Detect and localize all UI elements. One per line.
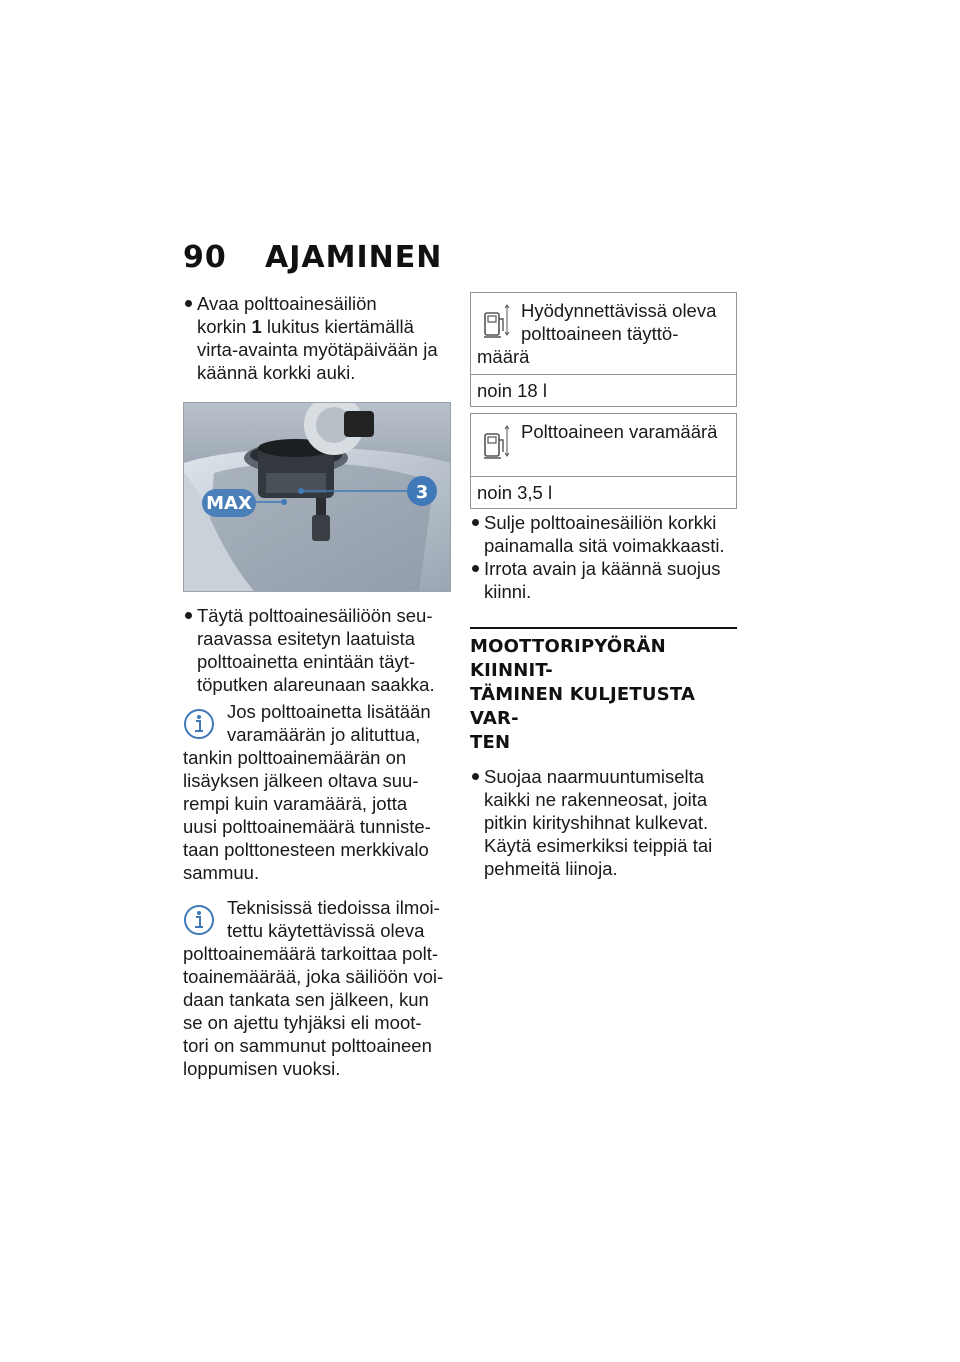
info-icon <box>183 708 215 740</box>
step-fill-fuel: Täytä polttoainesäiliöön seu- raavassa esitetyn laatuista polttoainetta enintään täyt- töputken alareunaan saakka. <box>183 604 451 696</box>
info-note-capacity: Teknisissä tiedoissa ilmoi- tettu käytettävissä oleva polttoainemäärä tarkoittaa polt- toainemäärää, joka säiliöön voi- daan tankata sen jälkeen, kun se on ajettu tyhjäksi eli moot- tori on sammunut polttoaineen loppumisen vuoksi. <box>183 897 444 1079</box>
spec-reserve-fuel <box>470 413 737 509</box>
page-number: 90 <box>183 240 227 275</box>
left-column <box>183 292 451 1080</box>
chapter-title: AJAMINEN <box>265 240 443 275</box>
step-protect-parts: Suojaa naarmuuntumiselta kaikki ne rakenneosat, joita pitkin kirityshihnat kulkevat. Käytä esimerkiksi teippiä tai pehmeitä liinoja. <box>470 765 737 880</box>
bullet-dot <box>472 773 479 780</box>
max-label: MAX <box>206 493 252 514</box>
page-header <box>183 240 442 275</box>
step-close-cap: Sulje polttoainesäiliön korkki painamalla sitä voimakkaasti. <box>470 511 737 557</box>
spec-usable-fuel <box>470 292 737 407</box>
section-title: MOOTTORIPYÖRÄN KIINNIT- TÄMINEN KULJETUSTA VAR- TEN <box>470 636 696 753</box>
spec-header: Polttoaineen varamäärä <box>471 414 736 477</box>
bullet-dot <box>472 519 479 526</box>
right-column <box>470 292 737 880</box>
bullet-dot <box>472 565 479 572</box>
section-divider <box>470 627 737 629</box>
spec-value: noin 18 l <box>471 375 736 407</box>
reference-number: 1 <box>251 316 262 337</box>
step-remove-key: Irrota avain ja käännä suojus kiinni. <box>470 557 737 603</box>
callout-number: 3 <box>415 482 429 503</box>
step-open-cap: Avaa polttoainesäiliön korkin 1 lukitus kiertämällä virta-avainta myötäpäivään ja käännä korkki auki. <box>183 292 451 384</box>
fuel-filler-illustration <box>184 403 450 591</box>
info-note-reserve: Jos polttoainetta lisätään varamäärän jo alituttua, tankin polttoainemäärän on lisäyksen jälkeen oltava suu- rempi kuin varamäärä, jotta uusi polttoainemäärä tunniste- taan polttonesteen merkkivalo sammuu. <box>183 701 431 883</box>
fuel-pump-icon <box>481 422 511 460</box>
spec-header: Hyödynnettävissä oleva polttoaineen täyttö- määrä <box>471 293 736 375</box>
bullet-dot <box>185 612 192 619</box>
fuel-pump-icon <box>481 301 511 339</box>
info-icon <box>183 904 215 936</box>
bullet-dot <box>185 300 192 307</box>
spec-value: noin 3,5 l <box>471 477 736 509</box>
fuel-tank-figure <box>183 402 451 592</box>
